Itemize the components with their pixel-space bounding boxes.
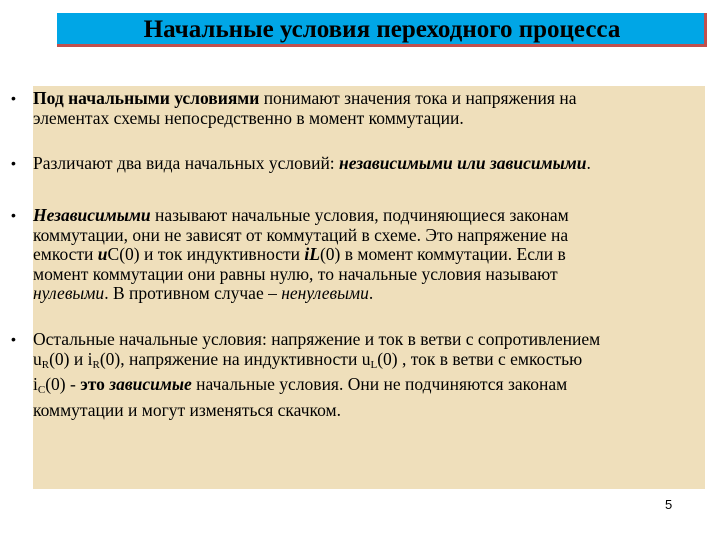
emphasis-term: зависимые: [109, 374, 192, 394]
text-line: элементах схемы непосредственно в момент коммутации.: [33, 107, 464, 128]
content-panel: [11, 86, 705, 489]
bullet-dot: •: [11, 331, 16, 347]
text-line: нулевыми. В противном случае – ненулевыми.: [33, 283, 374, 303]
bullet-dot: •: [11, 90, 16, 106]
text-line: коммутации, они не зависят от коммутаций в схеме. Это напряжение на: [33, 224, 569, 245]
bullet-dot: •: [11, 207, 16, 223]
text-line: $i_C(0)$ - это зависимые начальные условия. Они не подчиняются законам: [33, 374, 568, 396]
text-line: емкости uC(0) и ток индуктивности iL(0) в момент коммутации. Если в: [33, 244, 566, 264]
text-line: Остальные начальные условия: напряжение и ток в ветви с сопротивлением: [33, 329, 601, 349]
bullet-item: [11, 88, 705, 128]
page-number: 5: [665, 497, 673, 512]
bullet-item: [11, 205, 705, 304]
text-line: $u_R(0)$ и $i_R(0)$, напряжение на индуктивности $u_L(0)$ , ток в ветви с емкостью: [33, 348, 583, 371]
slide-title: Начальные условия переходного процесса: [143, 16, 621, 43]
text-line: Под начальными условиями понимают значения тока и напряжения на: [33, 88, 577, 108]
emphasis-term: Независимыми: [33, 205, 151, 225]
text-line: Независимыми называют начальные условия, подчиняющиеся законам: [33, 205, 569, 225]
text-line: коммутации и могут изменяться скачком.: [33, 399, 342, 420]
text-line: момент коммутации они равны нулю, то начальные условия называют: [33, 263, 558, 284]
bold-term: Под начальными условиями: [33, 88, 260, 108]
text-line: Различают два вида начальных условий: независимыми или зависимыми.: [33, 153, 591, 173]
emphasis-term: независимыми или зависимыми: [339, 153, 587, 173]
bullet-item: [11, 153, 705, 174]
bullet-dot: •: [11, 155, 16, 171]
bullet-item: [11, 329, 705, 420]
